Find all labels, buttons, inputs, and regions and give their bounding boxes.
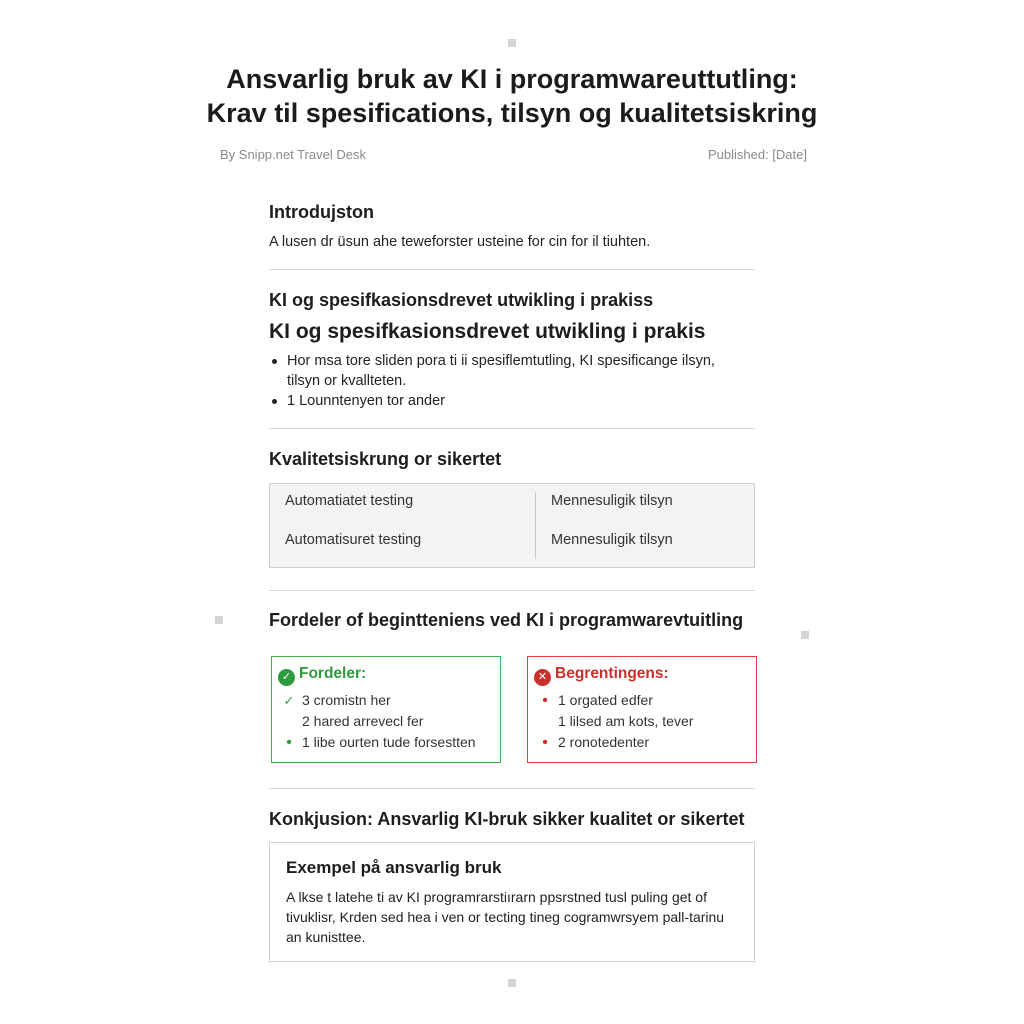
divider	[269, 428, 755, 429]
pros-item: 2 hared arrevecl fer	[302, 713, 424, 729]
practice-section	[269, 290, 755, 411]
proscons-heading: Fordeler of begintteniens ved KI i programwarevtuitling	[269, 610, 744, 630]
bottom-marker	[508, 979, 516, 987]
pros-title	[278, 665, 366, 686]
example-text: A lkse t latehe ti av KI programrarstiırarn ppsrstned tusl puling get of tivuklisr, Krden sed hea i ven or tecting tineg cogramwrsyem pall-tarinu an kunisttee.	[286, 889, 725, 945]
proscons-section	[269, 610, 769, 631]
example-box	[269, 842, 755, 962]
practice-heading: KI og spesifkasionsdrevet utwikling i prakiss	[269, 290, 654, 310]
check-icon: ✓	[278, 669, 295, 686]
divider	[269, 590, 755, 591]
quality-left-item: Automatiatet testing	[285, 493, 414, 509]
bullet-icon: •	[542, 734, 548, 751]
practice-heading-large: KI og spesifkasionsdrevet utwikling i prakis	[269, 320, 706, 343]
practice-bullet-list	[269, 351, 755, 411]
pros-box	[271, 656, 501, 763]
divider	[269, 269, 755, 270]
list-item: 1 Lounntenyen tor ander	[269, 391, 755, 411]
pros-list	[282, 690, 476, 753]
quality-right-item: Mennesuligik tilsyn	[551, 532, 673, 548]
list-item	[538, 690, 693, 711]
pros-title-label: Fordeler:	[299, 665, 367, 682]
list-item	[282, 732, 476, 753]
check-icon: ✓	[283, 693, 295, 708]
intro-text: A lusen dr üsun ahe teweforster usteine for cin for il tiuhten.	[269, 234, 651, 250]
conclusion-section	[269, 809, 755, 830]
cons-item: 2 ronotedenter	[558, 734, 650, 750]
cons-box	[527, 656, 757, 763]
quality-heading: Kvalitetsiskrung or sikertet	[269, 449, 502, 469]
title-line-2: Krav til spesifications, tilsyn og kualitetsiskring	[206, 98, 818, 128]
cons-item: 1 orgated edfer	[558, 692, 653, 708]
example-title: Exempel på ansvarlig bruk	[286, 858, 502, 877]
list-item	[282, 690, 476, 711]
title-line-1: Ansvarlig bruk av KI i programwareuttutling:	[226, 64, 798, 94]
quality-right-item: Mennesuligik tilsyn	[551, 493, 673, 509]
divider	[269, 788, 755, 789]
list-item	[282, 711, 476, 732]
intro-heading: Introdujston	[269, 202, 374, 222]
cons-list	[538, 690, 693, 753]
published-date: Published: [Date]	[707, 147, 807, 162]
cons-item: 1 lilsed am kots, tever	[558, 713, 694, 729]
right-marker	[801, 631, 809, 639]
intro-section	[269, 202, 755, 253]
bullet-icon: •	[542, 692, 548, 709]
pros-item: 1 libe ourten tude forsestten	[302, 734, 476, 750]
cross-icon: ✕	[534, 669, 551, 686]
pros-item: 3 cromistn her	[302, 692, 391, 708]
conclusion-heading: Konkjusion: Ansvarlig KI-bruk sikker kualitet or sikertet	[269, 809, 745, 829]
quality-left-item: Automatisuret testing	[285, 532, 422, 548]
top-marker	[508, 39, 516, 47]
list-item: Hor msa tore sliden pora ti ii spesiflemtutling, KI spesificange ilsyn, tilsyn or kvallteten.	[269, 351, 737, 391]
quality-comparison-box	[269, 483, 755, 568]
list-item	[538, 732, 693, 753]
column-divider	[535, 492, 536, 559]
bullet-icon: •	[286, 734, 292, 751]
cons-title-label: Begrentingens:	[555, 665, 669, 682]
list-item	[538, 711, 693, 732]
byline: By Snipp.net Travel Desk	[220, 147, 366, 162]
quality-section	[269, 449, 755, 470]
left-marker	[215, 616, 223, 624]
cons-title	[534, 665, 669, 686]
article-title	[0, 62, 1024, 130]
